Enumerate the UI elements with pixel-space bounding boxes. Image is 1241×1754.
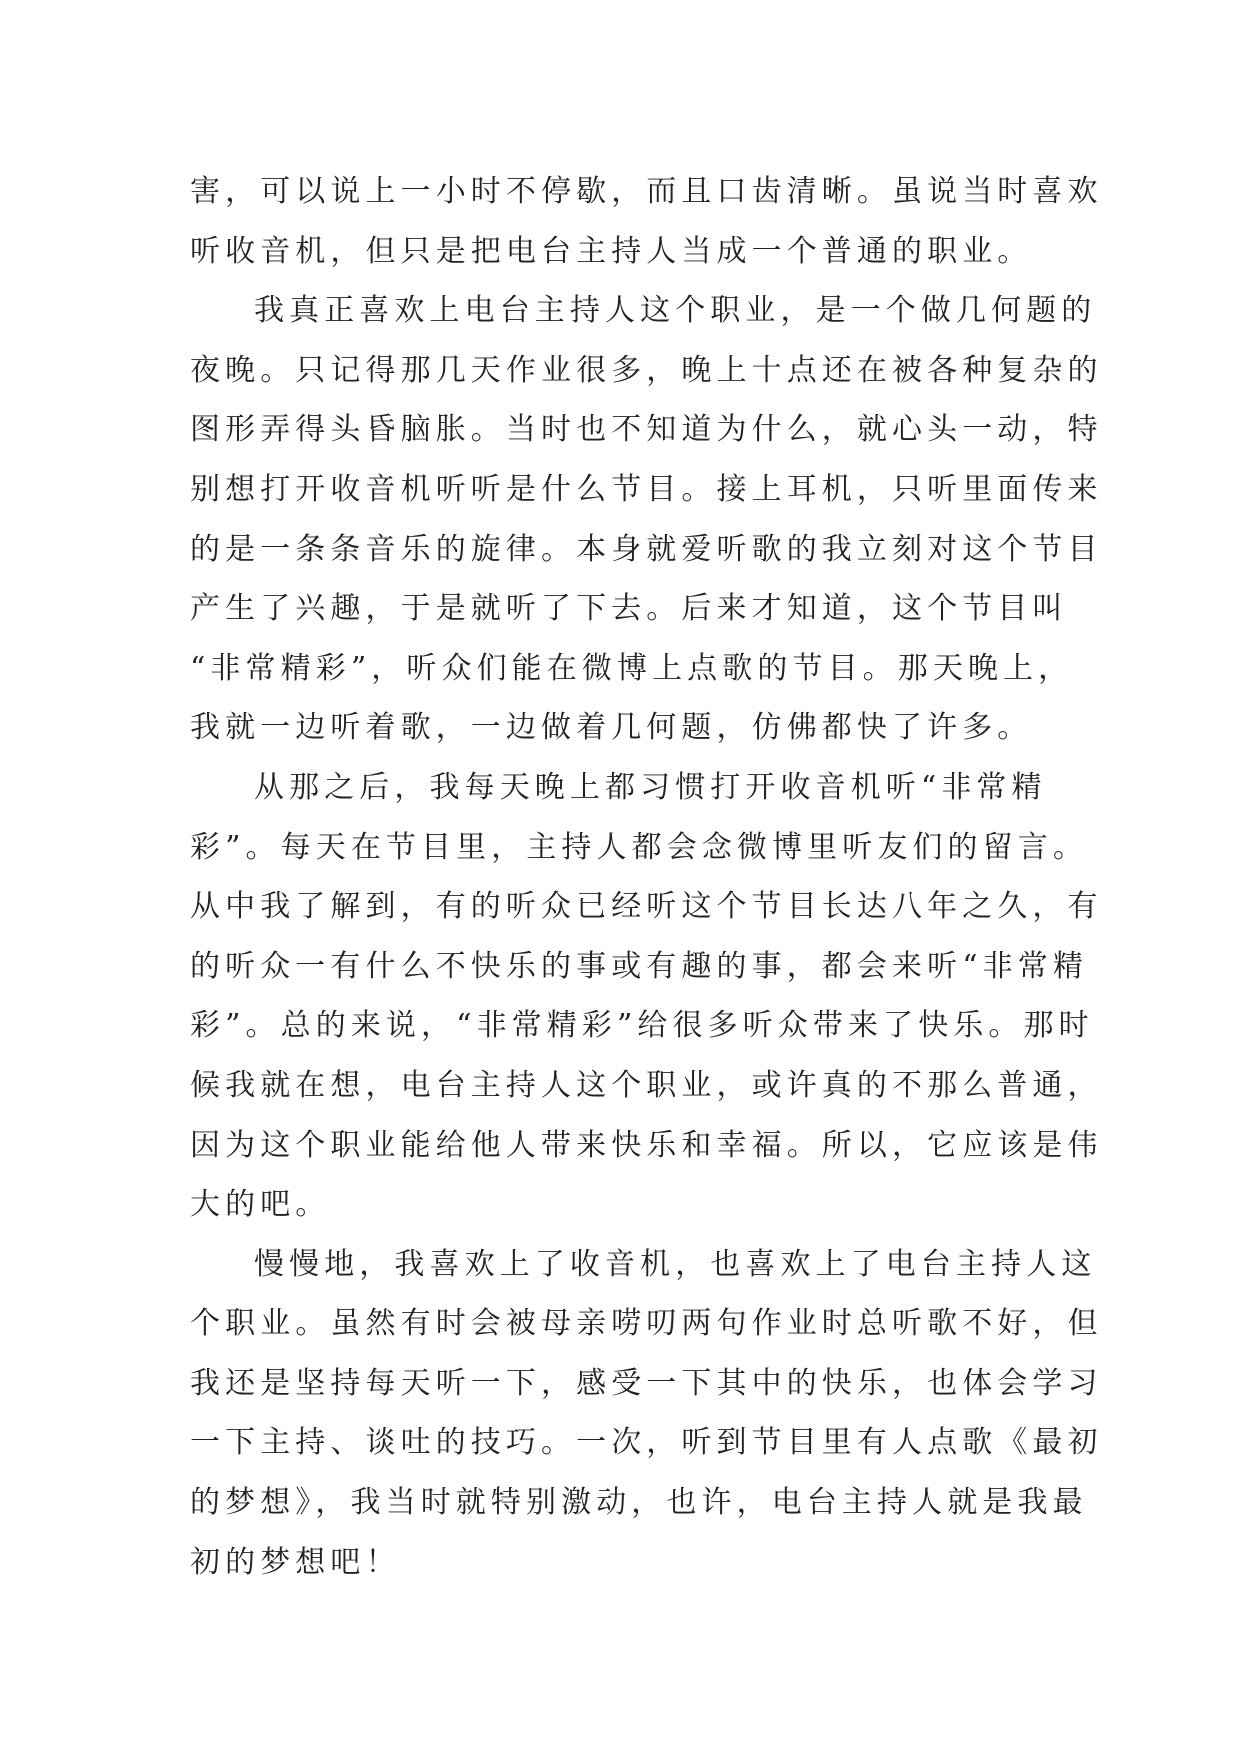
text-line: 图形弄得头昏脑胀。当时也不知道为什么，就心头一动，特 xyxy=(190,412,1103,448)
text-line: 彩”。总的来说，“非常精彩”给很多听众带来了快乐。那时 xyxy=(190,1008,1094,1044)
text-line: 从中我了解到，有的听众已经听这个节目长达八年之久，有 xyxy=(190,889,1103,925)
text-line: 大的吧。 xyxy=(190,1187,331,1223)
text-line: 因为这个职业能给他人带来快乐和幸福。所以，它应该是伟 xyxy=(190,1127,1103,1163)
paragraph-3 xyxy=(190,758,1103,1235)
paragraph-4 xyxy=(190,1235,1103,1593)
text-line: 害，可以说上一小时不停歇，而且口齿清晰。虽说当时喜欢 xyxy=(190,174,1103,209)
text-line: 别想打开收音机听听是什么节目。接上耳机，只听里面传来 xyxy=(190,471,1103,507)
text-line: 个职业。虽然有时会被母亲唠叨两句作业时总听歌不好，但 xyxy=(190,1306,1103,1342)
text-line: 夜晚。只记得那几天作业很多，晚上十点还在被各种复杂的 xyxy=(190,352,1103,388)
text-line: 我真正喜欢上电台主持人这个职业，是一个做几何题的 xyxy=(254,293,1097,329)
text-line: 慢慢地，我喜欢上了收音机，也喜欢上了电台主持人这 xyxy=(254,1246,1097,1282)
text-line: “非常精彩”，听众们能在微博上点歌的节目。那天晚上， xyxy=(190,650,1074,686)
text-line: 我还是坚持每天听一下，感受一下其中的快乐，也体会学习 xyxy=(190,1365,1103,1401)
paragraph-2 xyxy=(190,281,1103,758)
text-line: 的听众一有什么不快乐的事或有趣的事，都会来听“非常精 xyxy=(190,948,1088,984)
text-line: 彩”。每天在节目里，主持人都会念微博里听友们的留言。 xyxy=(190,829,1088,865)
text-line: 从那之后，我每天晚上都习惯打开收音机听“非常精 xyxy=(254,769,1047,805)
text-line: 一下主持、谈吐的技巧。一次，听到节目里有人点歌《最初 xyxy=(190,1425,1103,1461)
text-line: 产生了兴趣，于是就听了下去。后来才知道，这个节目叫 xyxy=(190,591,1068,627)
text-line: 的梦想》，我当时就特别激动，也许，电台主持人就是我最 xyxy=(190,1485,1088,1521)
text-line: 听收音机，但只是把电台主持人当成一个普通的职业。 xyxy=(190,233,1033,269)
essay-body xyxy=(190,162,1103,1592)
text-line: 候我就在想，电台主持人这个职业，或许真的不那么普通， xyxy=(190,1067,1103,1103)
paragraph-1 xyxy=(190,162,1103,281)
text-line: 的是一条条音乐的旋律。本身就爱听歌的我立刻对这个节目 xyxy=(190,531,1103,567)
text-line: 我就一边听着歌，一边做着几何题，仿佛都快了许多。 xyxy=(190,710,1033,746)
text-line: 初的梦想吧！ xyxy=(190,1544,401,1580)
